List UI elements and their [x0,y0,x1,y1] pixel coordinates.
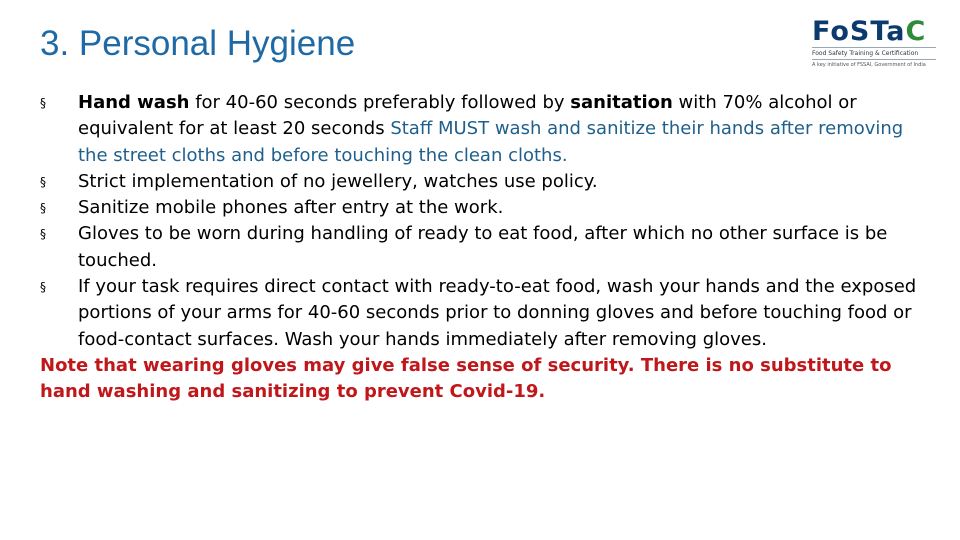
bullet-item [40,274,920,353]
bullet-highlight: Staff MUST wash and sanitize their hands after removing the street cloths and before touching the clean cloths. [78,118,904,166]
bullet-text: Sanitize mobile phones after entry at the work. [78,197,504,219]
bullet-marker-icon: § [40,96,46,110]
logo-divider [812,59,936,60]
bullet-marker-icon: § [40,227,46,242]
bullet-marker-icon: § [40,174,46,189]
slide-body [40,90,920,406]
bullet-emphasis: Hand wash [78,92,190,113]
bullet-text: If your task requires direct contact with ready-to-eat food, wash your hands and the exposed portions of your arms for 40-60 seconds prior to donning gloves and before touching food or food-contact surfaces. Wash your hands immediately after removing gloves. [78,276,917,350]
bullet-item [40,169,920,195]
bullet-item [40,195,920,221]
logo-wordmark: FoSTaC [812,16,927,47]
logo-tagline: Food Safety Training & Certification [812,50,919,57]
bullet-text: Strict implementation of no jewellery, watches use policy. [78,170,598,192]
warning-note: Note that wearing gloves may give false sense of security. There is no substitute to hand washing and sanitizing to prevent Covid-19. [40,354,892,403]
bullet-item [40,221,920,274]
bullet-text: with 70% alcohol or equivalent for at least 20 seconds [78,92,857,140]
bullet-item [40,90,920,169]
logo-subline: A key initiative of FSSAI, Government of India [812,62,926,68]
logo-divider [812,47,936,48]
bullet-text: Gloves to be worn during handling of ready to eat food, after which no other surface is be touched. [78,223,888,271]
slide-title: 3. Personal Hygiene [40,24,356,63]
bullet-text: for 40-60 seconds preferably followed by [189,92,571,113]
bullet-marker-icon: § [40,280,46,295]
bullet-emphasis: sanitation [570,92,673,113]
bullet-marker-icon: § [40,201,46,216]
fostac-logo [812,18,936,78]
